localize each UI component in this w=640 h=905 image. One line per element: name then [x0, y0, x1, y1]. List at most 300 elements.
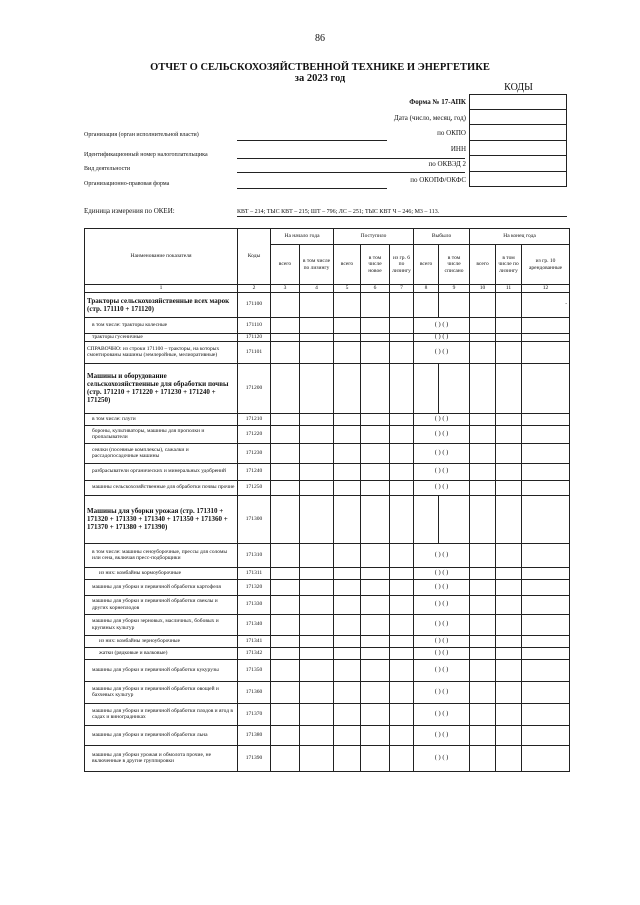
value-cell: [390, 292, 414, 317]
legal-form-label: Организационно-правовая форма: [84, 181, 170, 187]
row-code: 171390: [238, 745, 271, 771]
value-cell: [334, 647, 361, 659]
value-cell: [496, 614, 522, 635]
value-cell: [470, 725, 496, 745]
organization-line: [237, 140, 387, 141]
sub-header: всего: [271, 245, 300, 285]
value-cell: [271, 595, 300, 614]
col-number: 3: [271, 285, 300, 293]
group-end-header: На конец года: [470, 229, 570, 245]
value-cell: [334, 292, 361, 317]
row-name: в том числе: плуги: [85, 413, 238, 425]
table-row: [85, 333, 570, 341]
value-cell: [390, 703, 414, 725]
value-cell: [300, 543, 334, 567]
value-cell: [334, 681, 361, 703]
value-cell: [496, 543, 522, 567]
value-cell: [271, 635, 300, 647]
value-cell: [300, 595, 334, 614]
sub-header: в том числе новое: [361, 245, 390, 285]
value-cell: [522, 363, 570, 413]
value-cell: [522, 425, 570, 443]
value-cell: [522, 647, 570, 659]
value-cell: [361, 413, 390, 425]
row-name: машины для уборки урожая и обмолота прочие, не включенные в другие группировки: [85, 745, 238, 771]
value-cell: [470, 567, 496, 579]
value-cell: [334, 463, 361, 480]
row-code: 171240: [238, 463, 271, 480]
value-cell: [522, 567, 570, 579]
row-name: бороны, культиваторы, машины для прополки и пропалыватели: [85, 425, 238, 443]
value-cell: [470, 614, 496, 635]
table-row: [85, 567, 570, 579]
value-cell: [414, 292, 439, 317]
value-cell: [300, 495, 334, 543]
value-cell: [334, 363, 361, 413]
sub-header: из гр. 10 арендованные: [522, 245, 570, 285]
outgo-paren-cell: ( ) ( ): [414, 725, 470, 745]
value-cell: [300, 703, 334, 725]
value-cell: [271, 480, 300, 495]
value-cell: [496, 292, 522, 317]
value-cell: [300, 635, 334, 647]
value-cell: [522, 480, 570, 495]
outgo-paren-cell: ( ) ( ): [414, 425, 470, 443]
value-cell: [522, 341, 570, 363]
row-code: 171370: [238, 703, 271, 725]
table-row: [85, 579, 570, 595]
value-cell: [470, 341, 496, 363]
table-row: [85, 317, 570, 333]
sub-header: в том числе по лизингу: [496, 245, 522, 285]
value-cell: [334, 567, 361, 579]
row-code: 171100: [238, 292, 271, 317]
value-cell: [334, 543, 361, 567]
okopf-label: по ОКОПФ/ОКФС: [410, 176, 466, 184]
value-cell: [496, 341, 522, 363]
outgo-paren-cell: ( ) ( ): [414, 681, 470, 703]
table-row: [85, 363, 570, 413]
value-cell: [334, 341, 361, 363]
value-cell: [470, 635, 496, 647]
row-name: машины для уборки и первичной обработки свеклы и других корнеплодов: [85, 595, 238, 614]
row-name: в том числе: тракторы колесные: [85, 317, 238, 333]
value-cell: [271, 317, 300, 333]
row-name: СПРАВОЧНО: из строки 171100 – тракторы, на которых смонтированы машины (землеройные, мелиоративные): [85, 341, 238, 363]
value-cell: [334, 725, 361, 745]
col-number: 5: [334, 285, 361, 293]
organization-label: Организация (орган исполнительной власти): [84, 132, 199, 138]
value-cell: [334, 579, 361, 595]
value-cell: [334, 635, 361, 647]
value-cell: [271, 413, 300, 425]
col-code-header: Коды: [238, 229, 271, 285]
value-cell: [496, 495, 522, 543]
outgo-paren-cell: ( ) ( ): [414, 579, 470, 595]
value-cell: [390, 363, 414, 413]
value-cell: [496, 317, 522, 333]
outgo-paren-cell: ( ) ( ): [414, 341, 470, 363]
value-cell: [271, 745, 300, 771]
value-cell: [334, 317, 361, 333]
table-row: [85, 413, 570, 425]
group-income-header: Поступило: [334, 229, 414, 245]
value-cell: [390, 614, 414, 635]
row-name: машины для уборки и первичной обработки льна: [85, 725, 238, 745]
value-cell: [361, 363, 390, 413]
value-cell: [390, 635, 414, 647]
value-cell: [300, 647, 334, 659]
code-cell-form: [469, 94, 567, 110]
legal-form-line: [237, 188, 387, 189]
value-cell: [300, 341, 334, 363]
value-cell: [271, 659, 300, 681]
value-cell: [300, 413, 334, 425]
report-table: [84, 228, 570, 772]
value-cell: [390, 495, 414, 543]
row-code: 171110: [238, 317, 271, 333]
row-name: машины для уборки и первичной обработки кукурузы: [85, 659, 238, 681]
value-cell: [300, 333, 334, 341]
code-cell-okopf: [469, 172, 567, 188]
value-cell: [496, 647, 522, 659]
value-cell: [470, 579, 496, 595]
value-cell: [271, 725, 300, 745]
value-cell: [496, 463, 522, 480]
value-cell: [390, 463, 414, 480]
outgo-paren-cell: ( ) ( ): [414, 659, 470, 681]
value-cell: [414, 495, 439, 543]
value-cell: [390, 579, 414, 595]
value-cell: [470, 425, 496, 443]
row-name: Машины и оборудование сельскохозяйственные для обработки почвы (стр. 171210 + 171220 + 171230 + 171240 + 171250): [85, 363, 238, 413]
table-row: [85, 443, 570, 463]
okved-label: по ОКВЭД 2: [428, 160, 466, 168]
row-code: 171360: [238, 681, 271, 703]
value-cell: [361, 292, 390, 317]
value-cell: [522, 463, 570, 480]
value-cell: [361, 745, 390, 771]
outgo-paren-cell: ( ) ( ): [414, 443, 470, 463]
outgo-paren-cell: ( ) ( ): [414, 480, 470, 495]
value-cell: [439, 495, 470, 543]
value-cell: [470, 659, 496, 681]
value-cell: [334, 333, 361, 341]
value-cell: [361, 703, 390, 725]
row-code: 171220: [238, 425, 271, 443]
value-cell: [470, 595, 496, 614]
table-row: [85, 341, 570, 363]
codes-box: [469, 94, 567, 187]
value-cell: [522, 703, 570, 725]
row-name: машины для уборки и первичной обработки плодов и ягод в садах и виноградниках: [85, 703, 238, 725]
value-cell: [496, 567, 522, 579]
col-number: 9: [439, 285, 470, 293]
inn-line: [237, 158, 465, 159]
value-cell: [390, 480, 414, 495]
value-cell: [522, 659, 570, 681]
value-cell: [522, 595, 570, 614]
inn-label: ИНН: [450, 145, 466, 153]
table-row: [85, 463, 570, 480]
table-row: [85, 614, 570, 635]
value-cell: [361, 463, 390, 480]
value-cell: [470, 745, 496, 771]
outgo-paren-cell: ( ) ( ): [414, 703, 470, 725]
value-cell: [361, 635, 390, 647]
value-cell: [361, 333, 390, 341]
value-cell: [522, 413, 570, 425]
value-cell: [390, 567, 414, 579]
form-number-label: Форма № 17-АПК: [409, 98, 466, 106]
value-cell: [361, 725, 390, 745]
table-row: [85, 292, 570, 317]
value-cell: [300, 463, 334, 480]
value-cell: [390, 647, 414, 659]
value-cell: [470, 317, 496, 333]
value-cell: [334, 703, 361, 725]
value-cell: [361, 317, 390, 333]
row-name: Машины для уборки урожая (стр. 171310 + 171320 + 171330 + 171340 + 171350 + 171360 + 171370 + 171380 + 171390): [85, 495, 238, 543]
value-cell: [361, 543, 390, 567]
col-number: 8: [414, 285, 439, 293]
value-cell: [271, 543, 300, 567]
value-cell: [390, 725, 414, 745]
value-cell: [470, 681, 496, 703]
value-cell: [496, 745, 522, 771]
row-code: 171340: [238, 614, 271, 635]
page-number: 86: [315, 33, 325, 44]
group-start-header: На начало года: [271, 229, 334, 245]
value-cell: [361, 567, 390, 579]
value-cell: [522, 443, 570, 463]
row-name: разбрасыватели органических и минеральных удобрений: [85, 463, 238, 480]
row-name: машины для уборки и первичной обработки картофеля: [85, 579, 238, 595]
code-cell-okved: [469, 156, 567, 172]
row-name: машины сельскохозяйственные для обработки почвы прочие: [85, 480, 238, 495]
value-cell: [271, 292, 300, 317]
value-cell: [300, 579, 334, 595]
value-cell: [300, 292, 334, 317]
col-number: 2: [238, 285, 271, 293]
value-cell: [522, 745, 570, 771]
outgo-paren-cell: ( ) ( ): [414, 745, 470, 771]
row-code: 171350: [238, 659, 271, 681]
value-cell: [522, 725, 570, 745]
col-number: 7: [390, 285, 414, 293]
code-cell-inn: [469, 141, 567, 157]
value-cell: [522, 635, 570, 647]
value-cell: [470, 333, 496, 341]
value-cell: [390, 443, 414, 463]
table-row: [85, 745, 570, 771]
value-cell: [390, 333, 414, 341]
value-cell: [496, 579, 522, 595]
value-cell: [334, 659, 361, 681]
col-number: 4: [300, 285, 334, 293]
value-cell: [522, 333, 570, 341]
group-outgo-header: Выбыло: [414, 229, 470, 245]
col-number: 10: [470, 285, 496, 293]
row-name: в том числе: машины сеноуборочные, прессы для соломы или сена, включая пресс-подборщики: [85, 543, 238, 567]
value-cell: [496, 413, 522, 425]
dash-cell: -: [522, 292, 570, 317]
codes-header: КОДЫ: [504, 82, 533, 93]
value-cell: [271, 333, 300, 341]
row-code: 171330: [238, 595, 271, 614]
value-cell: [390, 681, 414, 703]
sub-header: в том числе по лизингу: [300, 245, 334, 285]
value-cell: [334, 614, 361, 635]
value-cell: [300, 363, 334, 413]
value-cell: [496, 333, 522, 341]
value-cell: [439, 363, 470, 413]
row-code: 171341: [238, 635, 271, 647]
value-cell: [271, 614, 300, 635]
value-cell: [300, 745, 334, 771]
sub-header: всего: [334, 245, 361, 285]
value-cell: [300, 480, 334, 495]
outgo-paren-cell: ( ) ( ): [414, 567, 470, 579]
value-cell: [361, 595, 390, 614]
outgo-paren-cell: ( ) ( ): [414, 413, 470, 425]
value-cell: [271, 463, 300, 480]
value-cell: [271, 443, 300, 463]
unit-label: Единица измерения по ОКЕИ:: [84, 207, 175, 215]
report-title: ОТЧЕТ О СЕЛЬСКОХОЗЯЙСТВЕННОЙ ТЕХНИКЕ И ЭНЕРГЕТИКЕ: [150, 62, 490, 73]
outgo-paren-cell: ( ) ( ): [414, 614, 470, 635]
col-number: 11: [496, 285, 522, 293]
value-cell: [522, 579, 570, 595]
value-cell: [470, 443, 496, 463]
value-cell: [300, 443, 334, 463]
value-cell: [522, 614, 570, 635]
row-code: 171200: [238, 363, 271, 413]
activity-line: [237, 172, 465, 173]
value-cell: [300, 425, 334, 443]
value-cell: [439, 292, 470, 317]
row-code: 171101: [238, 341, 271, 363]
row-name: сеялки (посевные комплексы), сажалки и рассадопосадочные машины: [85, 443, 238, 463]
value-cell: [361, 647, 390, 659]
value-cell: [361, 480, 390, 495]
code-cell-okpo: [469, 125, 567, 141]
outgo-paren-cell: ( ) ( ): [414, 635, 470, 647]
value-cell: [361, 681, 390, 703]
value-cell: [271, 363, 300, 413]
table-row: [85, 725, 570, 745]
value-cell: [271, 425, 300, 443]
row-name: из них: комбайны кормоуборочные: [85, 567, 238, 579]
row-code: 171311: [238, 567, 271, 579]
value-cell: [300, 614, 334, 635]
sub-header: в том числе списано: [439, 245, 470, 285]
row-code: 171120: [238, 333, 271, 341]
value-cell: [361, 495, 390, 543]
value-cell: [390, 659, 414, 681]
table-row: [85, 425, 570, 443]
sub-header: из гр. 6 по лизингу: [390, 245, 414, 285]
unit-value: КВТ – 214; ТЫС КВТ – 215; ШТ – 796; ЛС – 251; ТЫС КВТ Ч – 246; М3 – 113.: [237, 209, 567, 217]
value-cell: [300, 659, 334, 681]
outgo-paren-cell: ( ) ( ): [414, 317, 470, 333]
value-cell: [470, 292, 496, 317]
row-name: Тракторы сельскохозяйственные всех марок (стр. 171110 + 171120): [85, 292, 238, 317]
value-cell: [470, 543, 496, 567]
value-cell: [334, 425, 361, 443]
value-cell: [496, 635, 522, 647]
value-cell: [334, 443, 361, 463]
row-code: 171310: [238, 543, 271, 567]
value-cell: [496, 595, 522, 614]
value-cell: [361, 579, 390, 595]
value-cell: [361, 341, 390, 363]
page-title: [0, 62, 640, 84]
code-cell-date: [469, 110, 567, 126]
col-name-header: Наименование показателя: [85, 229, 238, 285]
value-cell: [522, 681, 570, 703]
value-cell: [470, 413, 496, 425]
value-cell: [390, 317, 414, 333]
outgo-paren-cell: ( ) ( ): [414, 463, 470, 480]
value-cell: [390, 425, 414, 443]
outgo-paren-cell: ( ) ( ): [414, 595, 470, 614]
table-row: [85, 495, 570, 543]
table-row: [85, 543, 570, 567]
table-row: [85, 480, 570, 495]
row-code: 171250: [238, 480, 271, 495]
table-row: [85, 635, 570, 647]
value-cell: [271, 495, 300, 543]
value-cell: [522, 543, 570, 567]
row-name: жатки (рядковые и валковые): [85, 647, 238, 659]
sub-header: всего: [470, 245, 496, 285]
value-cell: [271, 681, 300, 703]
value-cell: [334, 595, 361, 614]
table-row: [85, 647, 570, 659]
value-cell: [470, 463, 496, 480]
value-cell: [334, 413, 361, 425]
col-number: 6: [361, 285, 390, 293]
value-cell: [390, 745, 414, 771]
outgo-paren-cell: ( ) ( ): [414, 333, 470, 341]
inn-full-label: Идентификационный номер налогоплательщика: [84, 152, 208, 158]
value-cell: [271, 567, 300, 579]
report-year: за 2023 год: [294, 73, 346, 84]
row-code: 171210: [238, 413, 271, 425]
value-cell: [334, 745, 361, 771]
value-cell: [470, 495, 496, 543]
value-cell: [496, 480, 522, 495]
value-cell: [334, 480, 361, 495]
value-cell: [271, 647, 300, 659]
col-number: 1: [85, 285, 238, 293]
value-cell: [496, 681, 522, 703]
value-cell: [496, 703, 522, 725]
row-name: тракторы гусеничные: [85, 333, 238, 341]
value-cell: [390, 413, 414, 425]
value-cell: [361, 443, 390, 463]
value-cell: [414, 363, 439, 413]
value-cell: [271, 703, 300, 725]
value-cell: [496, 725, 522, 745]
value-cell: [334, 495, 361, 543]
date-label: Дата (число, месяц, год): [393, 114, 466, 122]
value-cell: [390, 341, 414, 363]
value-cell: [361, 614, 390, 635]
row-code: 171300: [238, 495, 271, 543]
value-cell: [300, 567, 334, 579]
